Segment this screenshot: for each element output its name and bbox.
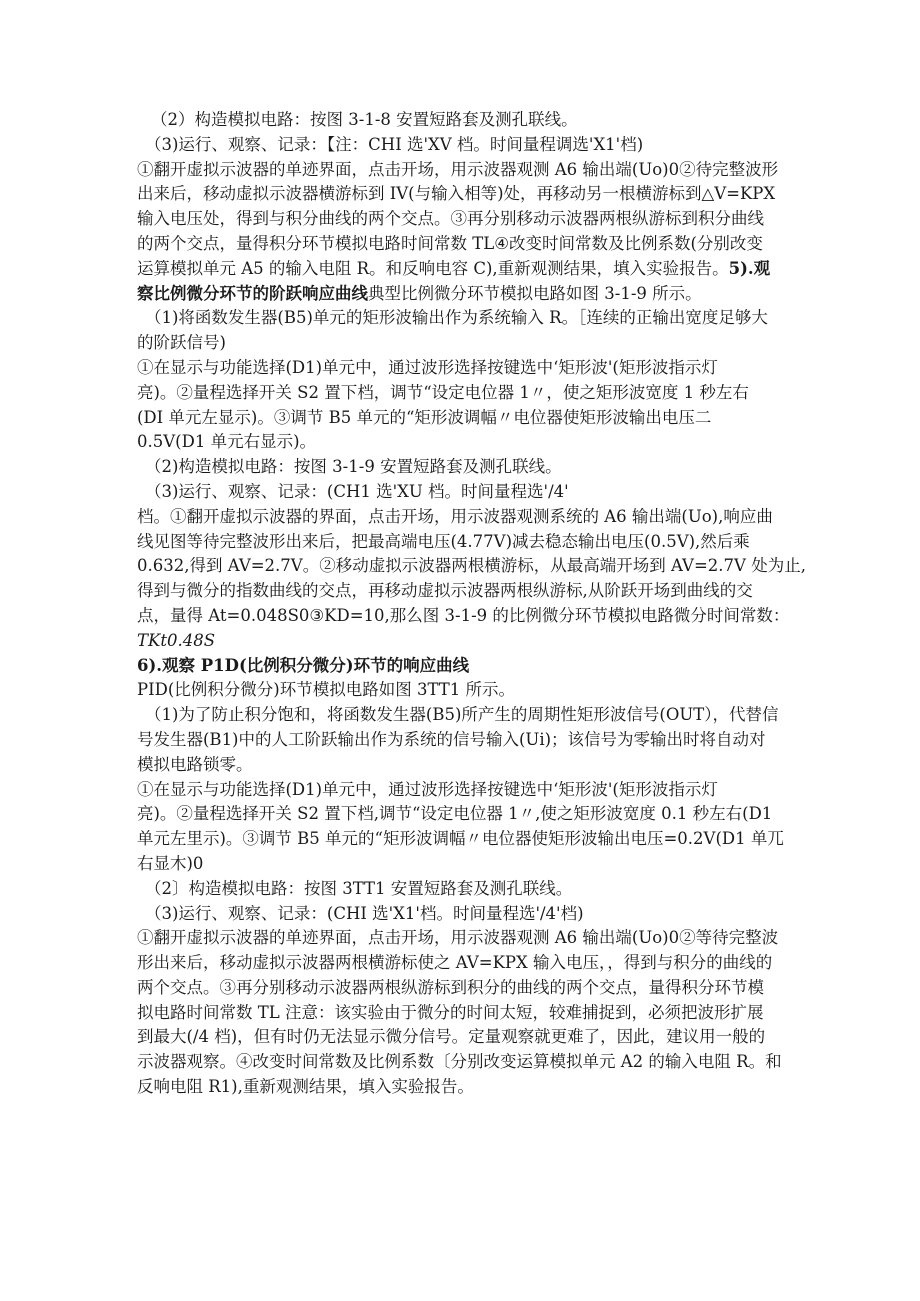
paragraph-line: 出来后，移动虚拟示波器横游标到 IV(与输入相等)处，再移动另一根横游标到△V=KPX: [137, 184, 776, 204]
paragraph-line: 模拟电路锁零。: [137, 754, 253, 774]
paragraph-line: （1)将函数发生器(B5)单元的矩形波输出作为系统输入 R。［连续的正输出宽度足够大: [145, 308, 768, 328]
document-page: [137, 108, 855, 1100]
paragraph-line: 号发生器(B1)中的人工阶跃输出作为系统的信号输入(Ui)；该信号为零输出时将自动对: [137, 729, 766, 749]
section-heading-5: 察比例微分环节的阶跃响应曲线: [137, 283, 368, 303]
paragraph-line: 得到与微分的指数曲线的交点，再移动虚拟示波器两根纵游标,从阶跃开场到曲线的交: [137, 581, 753, 601]
paragraph-line: 0.5V(D1 单元右显示)。: [137, 432, 317, 452]
paragraph-line: 亮)。②量程选择开关 S2 置下档,调节“设定电位器 1〃,使之矩形波宽度 0.1 秒左右(D1: [137, 804, 773, 824]
paragraph-line: (DI 单元左显示)。③调节 B5 单元的“矩形波调幅〃电位器使矩形波输出电压二: [137, 407, 712, 427]
paragraph-line: 单元左里示)。③调节 B5 单元的“矩形波调幅〃电位器使矩形波输出电压=0.2V(D1 单兀: [137, 829, 784, 849]
paragraph-line: 的两个交点，量得积分环节模拟电路时间常数 TL④改变时间常数及比例系数(分别改变: [137, 233, 763, 253]
paragraph-line: 点，量得 At=0.048S0③KD=10,那么图 3-1-9 的比例微分环节模拟电路微分时间常数：: [137, 605, 790, 625]
paragraph-line: ①在显示与功能选择(D1)单元中，通过波形选择按键选中‘矩形波'(矩形波指示灯: [137, 357, 718, 377]
paragraph-line: 0.632,得到 AV=2.7V。②移动虚拟示波器两根横游标，从最高端开场到 AV=2.7V 处为止,: [137, 556, 806, 576]
heading-line-5: [137, 282, 855, 307]
paragraph-step3-run: （3)运行、观察、记录：(CH1 选'XU 档。时间量程选'/4': [145, 481, 569, 501]
paragraph-line: （1)为了防止积分饱和，将函数发生器(B5)所产生的周期性矩形波信号(OUT），代替信: [145, 705, 779, 725]
section-6-intro: PID(比例积分微分)环节模拟电路如图 3TT1 所示。: [137, 680, 516, 700]
paragraph-line: ①翻开虚拟示波器的单迹界面，点击开场，用示波器观测 A6 输出端(Uo)0②待完整波形: [137, 159, 779, 179]
section-heading-5-start: 5).观: [728, 258, 771, 278]
paragraph-line: 右显木)0: [137, 853, 204, 873]
paragraph-line: ①翻开虚拟示波器的单迹界面，点击开场，用示波器观测 A6 输出端(Uo)0②等待完整波: [137, 928, 779, 948]
paragraph-step3-run: （3)运行、观察、记录：【注：CHI 选'XV 档。时间量程调选'X1'档): [145, 134, 644, 154]
paragraph-line: 档。①翻开虚拟示波器的界面，点击开场，用示波器观测系统的 A6 输出端(Uo),响应曲: [137, 506, 773, 526]
paragraph-line: 亮)。②量程选择开关 S2 置下档，调节“设定电位器 1〃，使之矩形波宽度 1 秒左右: [137, 382, 749, 402]
paragraph-line: 示波器观察。④改变时间常数及比例系数〔分别改变运算模拟单元 A2 的输入电阻 R。和: [137, 1052, 782, 1072]
paragraph-line: 到最大(/4 档)，但有时仍无法显示微分信号。定量观察就更难了，因此，建议用一般的: [137, 1027, 766, 1047]
time-constant-result: TKt0.48S: [137, 630, 216, 650]
paragraph-step2-circuit: （2)构造模拟电路：按图 3-1-9 安置短路套及测孔联线。: [145, 457, 562, 477]
paragraph-line: 拟电路时间常数 TL 注意：该实验由于微分的时间太短，较难捕捉到，必须把波形扩展: [137, 1002, 764, 1022]
paragraph-step2-circuit: （2）构造模拟电路：按图 3-1-8 安置短路套及测孔联线。: [151, 110, 578, 129]
paragraph-line: ①在显示与功能选择(D1)单元中，通过波形选择按键选中‘矩形波'(矩形波指示灯: [137, 779, 718, 799]
paragraph-line: 线见图等待完整波形出来后，把最高端电压(4.77V)减去稳态输出电压(0.5V),然后乘: [137, 531, 750, 551]
paragraph-line: 形出来后，移动虚拟示波器两根横游标使之 AV=KPX 输入电压，，得到与积分的曲线的: [137, 953, 773, 973]
paragraph-text: 运算模拟单元 A5 的输入电阻 R。和反响电容 C),重新观测结果，填入实验报告。: [137, 258, 729, 278]
paragraph-line-with-heading: [137, 257, 855, 282]
section-5-intro: 典型比例微分环节模拟电路如图 3-1-9 所示。: [368, 283, 702, 303]
paragraph-line: 的阶跃信号): [137, 333, 226, 353]
paragraph-line: 输入电压处，得到与积分曲线的两个交点。③再分别移动示波器两根纵游标到积分曲线: [137, 209, 764, 229]
paragraph-line: 两个交点。③再分别移动示波器两根纵游标到积分的曲线的两个交点，量得积分环节模: [137, 977, 764, 997]
paragraph-step3-run: （3)运行、观察、记录：(CHI 选'X1'档。时间量程选'/4'档): [145, 903, 584, 923]
paragraph-step2-circuit: （2〕构造模拟电路：按图 3TT1 安置短路套及测孔联线。: [145, 878, 573, 898]
section-heading-6: 6).观察 P1D(比例积分微分)环节的响应曲线: [137, 655, 470, 675]
paragraph-line: 反响电阻 R1),重新观测结果，填入实验报告。: [137, 1077, 474, 1097]
